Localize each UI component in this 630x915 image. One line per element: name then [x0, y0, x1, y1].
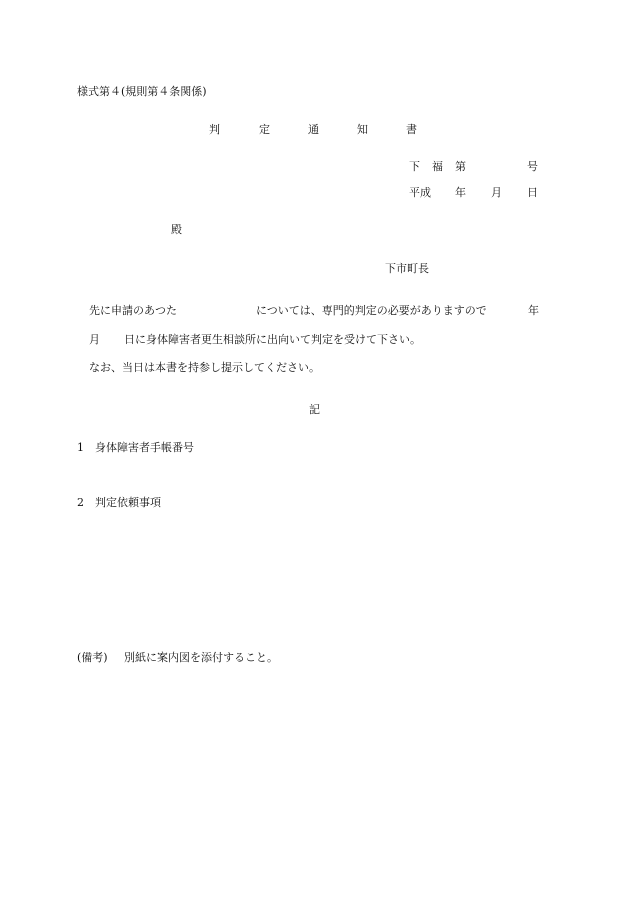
ki-heading: 記 [309, 403, 320, 416]
title-char: 知 [357, 123, 368, 136]
form-label: 様式第４(規則第４条関係) [77, 85, 207, 98]
issuer-name: 下市町長 [385, 262, 429, 275]
item-number: 1 [77, 441, 84, 454]
addressee-suffix: 殿 [171, 223, 182, 236]
title-char: 判 [209, 123, 220, 136]
item-number: 2 [77, 496, 84, 509]
title-char: 書 [406, 123, 417, 136]
body-line1-part3: 年 [528, 304, 539, 317]
date-era: 平成 [409, 186, 431, 199]
date-month: 月 [491, 186, 502, 199]
item-label: 身体障害者手帳番号 [95, 441, 194, 454]
item-label: 判定依頼事項 [95, 496, 161, 509]
doc-number-char: 下 [409, 160, 420, 173]
body-line2-part1: 月 [89, 333, 100, 346]
doc-number-char: 第 [455, 160, 466, 173]
doc-number-char: 福 [432, 160, 443, 173]
body-line1-part1: 先に申請のあつた [89, 304, 177, 317]
title-char: 通 [308, 123, 319, 136]
remarks-label: (備考) [77, 651, 108, 664]
date-year: 年 [455, 186, 466, 199]
body-line3: なお、当日は本書を持参し提示してください。 [89, 361, 320, 374]
body-line1-part2: については、専門的判定の必要がありますので [256, 304, 487, 317]
remarks-text: 別紙に案内図を添付すること。 [124, 651, 278, 664]
date-day: 日 [527, 186, 538, 199]
title-char: 定 [259, 123, 270, 136]
body-line2-part2: 日に身体障害者更生相談所に出向いて判定を受けて下さい。 [124, 333, 421, 346]
doc-number-suffix: 号 [527, 160, 538, 173]
